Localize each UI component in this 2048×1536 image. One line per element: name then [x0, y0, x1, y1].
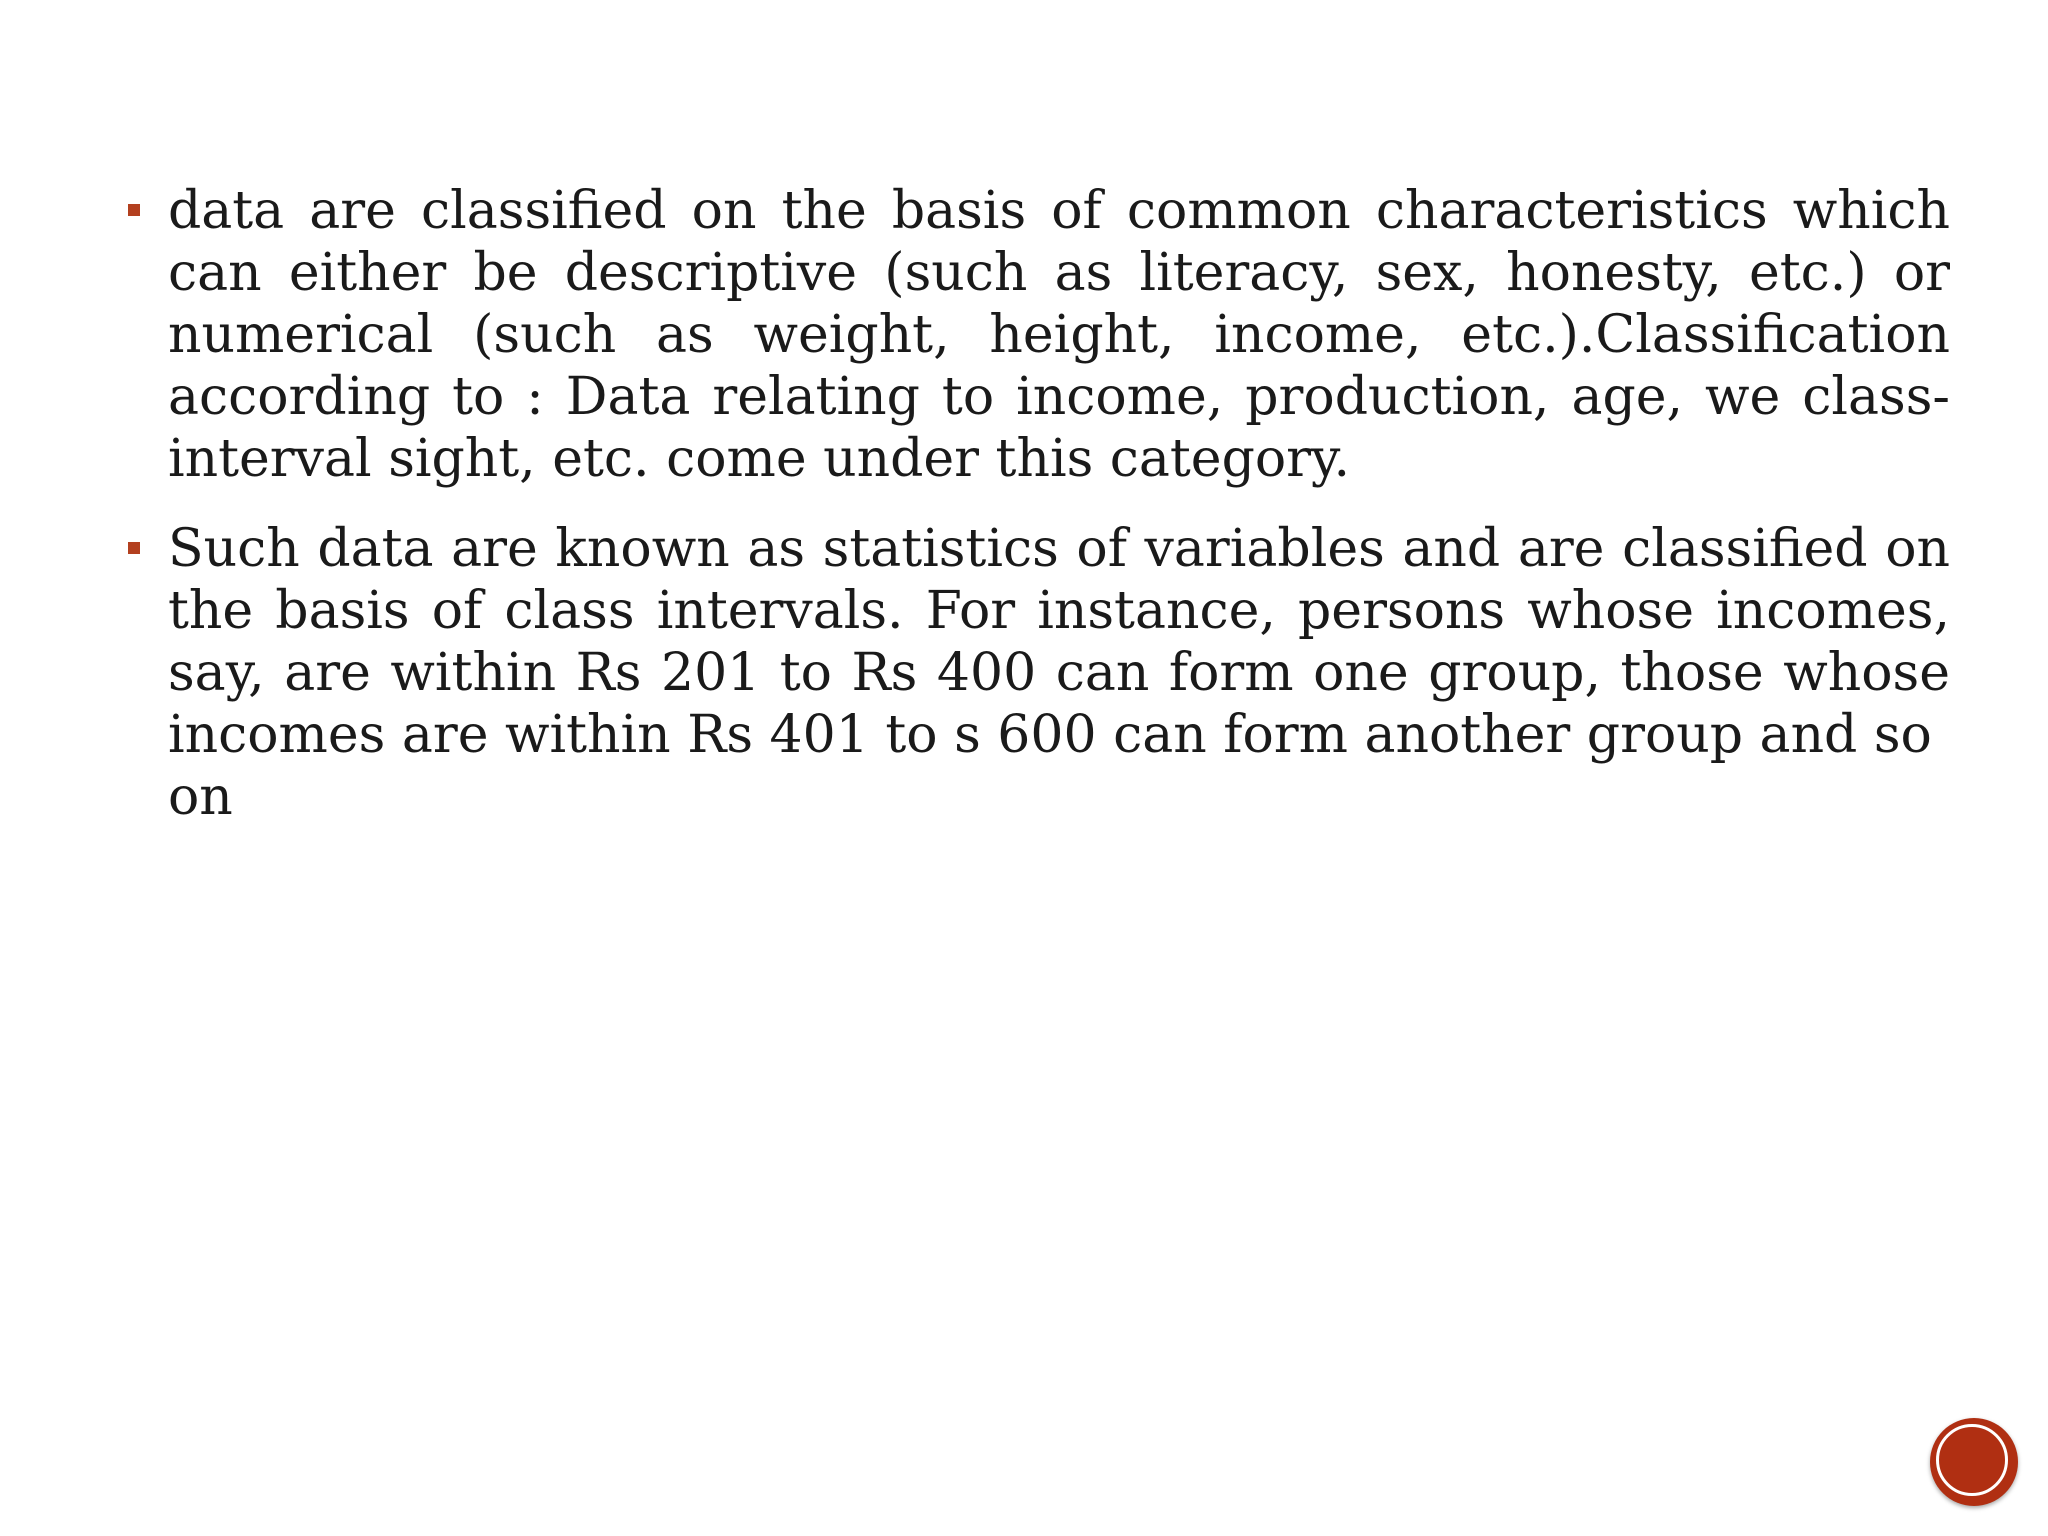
slide-badge-circle-icon [1930, 1418, 2018, 1506]
bullet-text-tail: on [168, 767, 233, 827]
bullet-text: data are classified on the basis of common characteristics which can either be descriptive (such as literacy, sex, honesty, etc.) or numerical (such as weight, height, income, etc.).Classification according to : Data relating to income, production, age, we class-interval sight, etc. come under this category. [168, 181, 1950, 489]
square-bullet-icon [128, 542, 140, 554]
bullet-item-1 [128, 180, 1950, 490]
badge-ring [1936, 1424, 2008, 1496]
slide-content [128, 180, 1950, 856]
bullet-item-2 [128, 518, 1950, 828]
bullet-text: Such data are known as statistics of variables and are classified on the basis of class intervals. For instance, persons whose incomes, say, are within Rs 201 to Rs 400 can form one group, those whose incomes are within Rs 401 to s 600 can form another group and so [168, 519, 1950, 765]
bullet-list [128, 180, 1950, 828]
square-bullet-icon [128, 204, 140, 216]
